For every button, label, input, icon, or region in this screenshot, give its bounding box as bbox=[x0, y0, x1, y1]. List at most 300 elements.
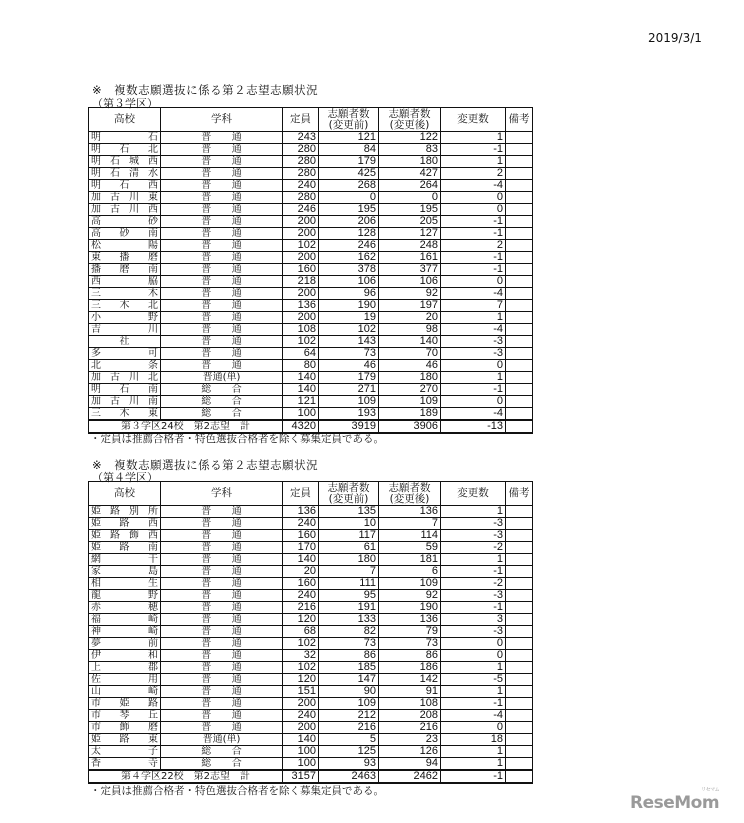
capacity: 218 bbox=[283, 276, 319, 288]
applicants-before: 121 bbox=[319, 132, 379, 144]
school-name: 山 崎 bbox=[89, 686, 161, 698]
table-row bbox=[89, 530, 533, 542]
department: 普 通 bbox=[161, 554, 283, 566]
applicants-before: 46 bbox=[319, 360, 379, 372]
table-row bbox=[89, 408, 533, 421]
department: 普 通 bbox=[161, 312, 283, 324]
applicants-after: 0 bbox=[379, 192, 441, 204]
department: 普通(単) bbox=[161, 734, 283, 746]
remarks bbox=[506, 180, 533, 192]
school-name: 伊 和 bbox=[89, 650, 161, 662]
applicants-before: 73 bbox=[319, 348, 379, 360]
district-label: （第４学区） bbox=[92, 471, 158, 484]
applicants-before: 133 bbox=[319, 614, 379, 626]
change-count: 1 bbox=[441, 758, 506, 771]
table-row bbox=[89, 240, 533, 252]
applicants-after: 92 bbox=[379, 288, 441, 300]
change-count: 1 bbox=[441, 312, 506, 324]
remarks bbox=[506, 518, 533, 530]
change-count: 0 bbox=[441, 276, 506, 288]
school-name: 多 可 bbox=[89, 348, 161, 360]
applicants-before: 10 bbox=[319, 518, 379, 530]
change-count: 0 bbox=[441, 638, 506, 650]
department: 普 通 bbox=[161, 240, 283, 252]
capacity: 200 bbox=[283, 228, 319, 240]
school-name: 松 陽 bbox=[89, 240, 161, 252]
capacity: 102 bbox=[283, 662, 319, 674]
school-name: 明石西 bbox=[89, 180, 161, 192]
remarks bbox=[506, 144, 533, 156]
applicants-before: 86 bbox=[319, 650, 379, 662]
applicants-before: 7 bbox=[319, 566, 379, 578]
applicants-before: 19 bbox=[319, 312, 379, 324]
applicants-after: 126 bbox=[379, 746, 441, 758]
applicants-after: 136 bbox=[379, 506, 441, 518]
department: 総 合 bbox=[161, 746, 283, 758]
table-row bbox=[89, 204, 533, 216]
applicants-after: 377 bbox=[379, 264, 441, 276]
school-name: 高砂南 bbox=[89, 228, 161, 240]
department: 普 通 bbox=[161, 722, 283, 734]
school-name: 市琴丘 bbox=[89, 710, 161, 722]
capacity: 20 bbox=[283, 566, 319, 578]
department: 普 通 bbox=[161, 288, 283, 300]
department: 普 通 bbox=[161, 180, 283, 192]
applicants-before: 193 bbox=[319, 408, 379, 421]
applicants-after: 427 bbox=[379, 168, 441, 180]
department: 普 通 bbox=[161, 710, 283, 722]
table-row bbox=[89, 542, 533, 554]
table-row bbox=[89, 650, 533, 662]
remarks bbox=[506, 348, 533, 360]
applicants-before: 246 bbox=[319, 240, 379, 252]
table-row bbox=[89, 372, 533, 384]
school-name: 赤 穂 bbox=[89, 602, 161, 614]
change-count: -3 bbox=[441, 626, 506, 638]
header-school: 高校 bbox=[89, 482, 161, 506]
applicants-after: 79 bbox=[379, 626, 441, 638]
department: 総 合 bbox=[161, 758, 283, 771]
remarks bbox=[506, 566, 533, 578]
capacity: 100 bbox=[283, 746, 319, 758]
change-count: -3 bbox=[441, 336, 506, 348]
applicants-after: 127 bbox=[379, 228, 441, 240]
header-before: 志願者数 (変更前) bbox=[319, 108, 379, 132]
department: 普 通 bbox=[161, 542, 283, 554]
school-name: 佐 用 bbox=[89, 674, 161, 686]
remarks bbox=[506, 132, 533, 144]
applicants-before: 5 bbox=[319, 734, 379, 746]
table-row bbox=[89, 264, 533, 276]
table-row bbox=[89, 722, 533, 734]
capacity: 280 bbox=[283, 168, 319, 180]
applicants-after: 186 bbox=[379, 662, 441, 674]
total-label: 第３学区24校 第2志望 計 bbox=[89, 420, 283, 433]
applicants-before: 195 bbox=[319, 204, 379, 216]
remarks bbox=[506, 686, 533, 698]
capacity: 280 bbox=[283, 144, 319, 156]
table-row bbox=[89, 336, 533, 348]
applicants-before: 191 bbox=[319, 602, 379, 614]
department: 普 通 bbox=[161, 228, 283, 240]
remarks bbox=[506, 192, 533, 204]
remarks bbox=[506, 602, 533, 614]
table-row bbox=[89, 578, 533, 590]
applicants-before: 143 bbox=[319, 336, 379, 348]
school-name: 三木北 bbox=[89, 300, 161, 312]
change-count: 0 bbox=[441, 360, 506, 372]
department: 普 通 bbox=[161, 156, 283, 168]
capacity: 140 bbox=[283, 384, 319, 396]
capacity: 121 bbox=[283, 396, 319, 408]
school-name: 相 生 bbox=[89, 578, 161, 590]
department: 普 通 bbox=[161, 578, 283, 590]
capacity: 140 bbox=[283, 554, 319, 566]
school-name: 福 崎 bbox=[89, 614, 161, 626]
table-note: ・定員は推薦合格者・特色選抜合格者を除く募集定員である。 bbox=[90, 785, 384, 797]
table-row bbox=[89, 674, 533, 686]
applicants-before: 271 bbox=[319, 384, 379, 396]
applicants-before: 179 bbox=[319, 156, 379, 168]
remarks bbox=[506, 542, 533, 554]
total-after: 2462 bbox=[379, 770, 441, 783]
department: 普 通 bbox=[161, 264, 283, 276]
remarks bbox=[506, 614, 533, 626]
applicants-before: 180 bbox=[319, 554, 379, 566]
change-count: 2 bbox=[441, 240, 506, 252]
table-row bbox=[89, 228, 533, 240]
remarks bbox=[506, 264, 533, 276]
change-count: 3 bbox=[441, 614, 506, 626]
department: 普 通 bbox=[161, 638, 283, 650]
table-row bbox=[89, 614, 533, 626]
applicants-after: 109 bbox=[379, 396, 441, 408]
applicants-before: 128 bbox=[319, 228, 379, 240]
remarks bbox=[506, 276, 533, 288]
department: 総 合 bbox=[161, 396, 283, 408]
department: 普 通 bbox=[161, 144, 283, 156]
applicants-before: 147 bbox=[319, 674, 379, 686]
total-capacity: 3157 bbox=[283, 770, 319, 783]
school-name: 加古川東 bbox=[89, 192, 161, 204]
remarks bbox=[506, 384, 533, 396]
remarks bbox=[506, 746, 533, 758]
table-row bbox=[89, 324, 533, 336]
applicants-before: 109 bbox=[319, 396, 379, 408]
department: 普 通 bbox=[161, 324, 283, 336]
capacity: 151 bbox=[283, 686, 319, 698]
remarks bbox=[506, 698, 533, 710]
applicants-before: 96 bbox=[319, 288, 379, 300]
applicants-before: 93 bbox=[319, 758, 379, 771]
school-name: 東播磨 bbox=[89, 252, 161, 264]
table-row bbox=[89, 734, 533, 746]
remarks bbox=[506, 288, 533, 300]
capacity: 200 bbox=[283, 252, 319, 264]
capacity: 102 bbox=[283, 638, 319, 650]
table-row bbox=[89, 638, 533, 650]
section-title-district3: ※ 複数志願選抜に係る第２志望志願状況 bbox=[92, 83, 319, 97]
applicants-before: 206 bbox=[319, 216, 379, 228]
capacity: 136 bbox=[283, 506, 319, 518]
applicants-after: 264 bbox=[379, 180, 441, 192]
logo-text: ReseMom bbox=[630, 793, 720, 813]
applicants-after: 23 bbox=[379, 734, 441, 746]
department: 普 通 bbox=[161, 132, 283, 144]
school-name: 龍 野 bbox=[89, 590, 161, 602]
remarks bbox=[506, 710, 533, 722]
remarks bbox=[506, 228, 533, 240]
school-name: 加古川北 bbox=[89, 372, 161, 384]
applicants-after: 181 bbox=[379, 554, 441, 566]
school-name: 姫路別所 bbox=[89, 506, 161, 518]
school-name: 三 木 bbox=[89, 288, 161, 300]
change-count: -4 bbox=[441, 180, 506, 192]
school-name: 姫路西 bbox=[89, 518, 161, 530]
department: 普 通 bbox=[161, 530, 283, 542]
district-label: （第３学区） bbox=[92, 97, 158, 110]
department: 普 通 bbox=[161, 674, 283, 686]
department: 普 通 bbox=[161, 590, 283, 602]
school-name: 播磨南 bbox=[89, 264, 161, 276]
capacity: 170 bbox=[283, 542, 319, 554]
remarks bbox=[506, 722, 533, 734]
applicants-after: 122 bbox=[379, 132, 441, 144]
school-name: 明石南 bbox=[89, 384, 161, 396]
capacity: 120 bbox=[283, 674, 319, 686]
table-row bbox=[89, 156, 533, 168]
capacity: 102 bbox=[283, 336, 319, 348]
department: 普 通 bbox=[161, 252, 283, 264]
applicants-before: 117 bbox=[319, 530, 379, 542]
change-count: -3 bbox=[441, 590, 506, 602]
applicants-before: 179 bbox=[319, 372, 379, 384]
table-row bbox=[89, 216, 533, 228]
table-row bbox=[89, 180, 533, 192]
capacity: 120 bbox=[283, 614, 319, 626]
applicants-after: 136 bbox=[379, 614, 441, 626]
table-row bbox=[89, 626, 533, 638]
table-row bbox=[89, 590, 533, 602]
change-count: -4 bbox=[441, 408, 506, 421]
department: 普 通 bbox=[161, 348, 283, 360]
capacity: 240 bbox=[283, 180, 319, 192]
department: 普 通 bbox=[161, 204, 283, 216]
remarks bbox=[506, 662, 533, 674]
header-remarks: 備考 bbox=[506, 482, 533, 506]
applicants-after: 91 bbox=[379, 686, 441, 698]
applicants-after: 180 bbox=[379, 156, 441, 168]
school-name: 市姫路 bbox=[89, 698, 161, 710]
applicants-after: 114 bbox=[379, 530, 441, 542]
applicants-after: 140 bbox=[379, 336, 441, 348]
applicants-before: 162 bbox=[319, 252, 379, 264]
change-count: -1 bbox=[441, 144, 506, 156]
school-name: 香 寺 bbox=[89, 758, 161, 771]
capacity: 32 bbox=[283, 650, 319, 662]
table-row bbox=[89, 144, 533, 156]
department: 総 合 bbox=[161, 384, 283, 396]
resemom-logo bbox=[630, 787, 720, 813]
department: 普 通 bbox=[161, 276, 283, 288]
remarks bbox=[506, 168, 533, 180]
school-name: 網 干 bbox=[89, 554, 161, 566]
applicants-after: 94 bbox=[379, 758, 441, 771]
remarks bbox=[506, 372, 533, 384]
capacity: 216 bbox=[283, 602, 319, 614]
change-count: -1 bbox=[441, 216, 506, 228]
change-count: 1 bbox=[441, 662, 506, 674]
department: 普 通 bbox=[161, 602, 283, 614]
school-name: 社 bbox=[89, 336, 161, 348]
change-count: 0 bbox=[441, 192, 506, 204]
department: 普 通 bbox=[161, 518, 283, 530]
applicants-before: 0 bbox=[319, 192, 379, 204]
section-title-district4: ※ 複数志願選抜に係る第２志望志願状況 bbox=[92, 458, 319, 472]
table-row bbox=[89, 746, 533, 758]
table-row bbox=[89, 384, 533, 396]
total-label: 第４学区22校 第2志望 計 bbox=[89, 770, 283, 783]
applicants-before: 425 bbox=[319, 168, 379, 180]
table-row bbox=[89, 360, 533, 372]
school-name: 市飾磨 bbox=[89, 722, 161, 734]
applicants-before: 125 bbox=[319, 746, 379, 758]
change-count: 0 bbox=[441, 204, 506, 216]
department: 普 通 bbox=[161, 336, 283, 348]
remarks bbox=[506, 506, 533, 518]
applicants-before: 95 bbox=[319, 590, 379, 602]
change-count: 1 bbox=[441, 554, 506, 566]
total-change: -13 bbox=[441, 420, 506, 433]
applicants-before: 212 bbox=[319, 710, 379, 722]
applicants-before: 106 bbox=[319, 276, 379, 288]
applicants-before: 268 bbox=[319, 180, 379, 192]
table-row bbox=[89, 662, 533, 674]
change-count: -2 bbox=[441, 578, 506, 590]
school-name: 明石城西 bbox=[89, 156, 161, 168]
applicants-before: 90 bbox=[319, 686, 379, 698]
change-count: 0 bbox=[441, 650, 506, 662]
capacity: 246 bbox=[283, 204, 319, 216]
applicants-after: 59 bbox=[379, 542, 441, 554]
capacity: 200 bbox=[283, 312, 319, 324]
change-count: -3 bbox=[441, 348, 506, 360]
applicants-after: 161 bbox=[379, 252, 441, 264]
department: 普 通 bbox=[161, 614, 283, 626]
total-capacity: 4320 bbox=[283, 420, 319, 433]
change-count: 18 bbox=[441, 734, 506, 746]
department: 普 通 bbox=[161, 168, 283, 180]
department: 普 通 bbox=[161, 698, 283, 710]
remarks bbox=[506, 758, 533, 771]
school-name: 明石北 bbox=[89, 144, 161, 156]
school-name: 北 条 bbox=[89, 360, 161, 372]
applicants-after: 106 bbox=[379, 276, 441, 288]
applicants-after: 92 bbox=[379, 590, 441, 602]
school-name: 上 郡 bbox=[89, 662, 161, 674]
remarks bbox=[506, 420, 533, 433]
table-row bbox=[89, 710, 533, 722]
applicants-after: 6 bbox=[379, 566, 441, 578]
change-count: -3 bbox=[441, 530, 506, 542]
applicants-after: 83 bbox=[379, 144, 441, 156]
table-row bbox=[89, 300, 533, 312]
department: 普 通 bbox=[161, 650, 283, 662]
capacity: 160 bbox=[283, 264, 319, 276]
header-after: 志願者数 (変更後) bbox=[379, 482, 441, 506]
total-before: 2463 bbox=[319, 770, 379, 783]
applicants-after: 70 bbox=[379, 348, 441, 360]
change-count: 0 bbox=[441, 396, 506, 408]
table-row bbox=[89, 758, 533, 771]
total-change: -1 bbox=[441, 770, 506, 783]
capacity: 100 bbox=[283, 408, 319, 421]
school-name: 吉 川 bbox=[89, 324, 161, 336]
applicants-before: 111 bbox=[319, 578, 379, 590]
table-row bbox=[89, 602, 533, 614]
applicants-after: 46 bbox=[379, 360, 441, 372]
change-count: -1 bbox=[441, 602, 506, 614]
school-name: 神 崎 bbox=[89, 626, 161, 638]
applicants-before: 84 bbox=[319, 144, 379, 156]
applicants-before: 82 bbox=[319, 626, 379, 638]
applicants-after: 208 bbox=[379, 710, 441, 722]
capacity: 68 bbox=[283, 626, 319, 638]
capacity: 243 bbox=[283, 132, 319, 144]
school-name: 加古川南 bbox=[89, 396, 161, 408]
school-name: 姫路南 bbox=[89, 542, 161, 554]
change-count: -5 bbox=[441, 674, 506, 686]
remarks bbox=[506, 590, 533, 602]
applicants-before: 378 bbox=[319, 264, 379, 276]
department: 普 通 bbox=[161, 566, 283, 578]
header-change: 変更数 bbox=[441, 482, 506, 506]
school-name: 太 子 bbox=[89, 746, 161, 758]
capacity: 200 bbox=[283, 698, 319, 710]
change-count: 1 bbox=[441, 686, 506, 698]
department: 普 通 bbox=[161, 360, 283, 372]
department: 普 通 bbox=[161, 300, 283, 312]
applicants-after: 190 bbox=[379, 602, 441, 614]
applicants-before: 73 bbox=[319, 638, 379, 650]
remarks bbox=[506, 396, 533, 408]
school-name: 夢 前 bbox=[89, 638, 161, 650]
table-row bbox=[89, 276, 533, 288]
table-row bbox=[89, 168, 533, 180]
header-dept: 学科 bbox=[161, 482, 283, 506]
capacity: 200 bbox=[283, 288, 319, 300]
department: 普 通 bbox=[161, 506, 283, 518]
header-capacity: 定員 bbox=[283, 108, 319, 132]
remarks bbox=[506, 626, 533, 638]
applicants-table-district4 bbox=[88, 481, 533, 784]
remarks bbox=[506, 638, 533, 650]
applicants-after: 20 bbox=[379, 312, 441, 324]
change-count: -4 bbox=[441, 324, 506, 336]
applicants-before: 135 bbox=[319, 506, 379, 518]
capacity: 102 bbox=[283, 240, 319, 252]
change-count: 1 bbox=[441, 746, 506, 758]
remarks bbox=[506, 408, 533, 421]
header-dept: 学科 bbox=[161, 108, 283, 132]
change-count: -1 bbox=[441, 252, 506, 264]
table-row bbox=[89, 132, 533, 144]
remarks bbox=[506, 650, 533, 662]
change-count: 7 bbox=[441, 300, 506, 312]
table-row bbox=[89, 348, 533, 360]
remarks bbox=[506, 312, 533, 324]
change-count: 0 bbox=[441, 722, 506, 734]
